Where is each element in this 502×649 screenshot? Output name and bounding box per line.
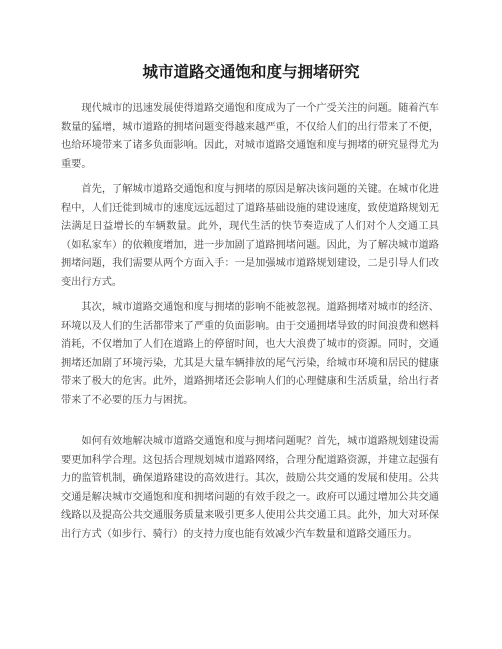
paragraph-solutions: 如何有效地解决城市道路交通饱和度与拥堵问题呢？首先，城市道路规划建设需要更加科学合理。这包括合理规划城市道路网络，合理分配道路资源，并建立起强有力的监管机制，确保道路建设的高效进行。其次，鼓励公共交通的发展和使用。公共交通是解决城市交通饱和度和拥堵问题的有效手段之一。政府可以通过增加公共交通线路以及提高公共交通服务质量来吸引更多人使用公共交通工具。此外，加大对环保出行方式（如步行、骑行）的支持力度也能有效减少汽车数量和道路交通压力。: [61, 436, 439, 540]
paragraph-impacts: 其次，城市道路交通饱和度与拥堵的影响不能被忽视。道路拥堵对城市的经济、环境以及人们的生活都带来了严重的负面影响。由于交通拥堵导致的时间浪费和燃料消耗，不仅增加了人们在道路上的停留时间，也大大浪费了城市的资源。同时，交通拥堵还加剧了环境污染，尤其是大量车辆排放的尾气污染，给城市环境和居民的健康带来了极大的危害。此外，道路拥堵还会影响人们的心理健康和生活质量，给出行者带来了不必要的压力与困扰。: [61, 302, 439, 406]
paragraph-causes: 首先，了解城市道路交通饱和度与拥堵的原因是解决该问题的关键。在城市化进程中，人们迁徙到城市的速度远远超过了道路基础设施的建设速度，致使道路规划无法满足日益增长的车辆数量。此外，现代生活的快节奏造成了人们对个人交通工具（如私家车）的依赖度增加，进一步加剧了道路拥堵问题。因此，为了解决城市道路拥堵问题，我们需要从两个方面入手：一是加强城市道路规划建设，二是引导人们改变出行方式。: [61, 184, 439, 288]
document-title: 城市道路交通饱和度与拥堵研究: [142, 63, 360, 81]
paragraph-intro: 现代城市的迅速发展使得道路交通饱和度成为了一个广受关注的问题。随着汽车数量的猛增，城市道路的拥堵问题变得越来越严重，不仅给人们的出行带来了不便，也给环境带来了诸多负面影响。因此，对城市道路交通饱和度与拥堵的研究显得尤为重要。: [61, 103, 439, 170]
